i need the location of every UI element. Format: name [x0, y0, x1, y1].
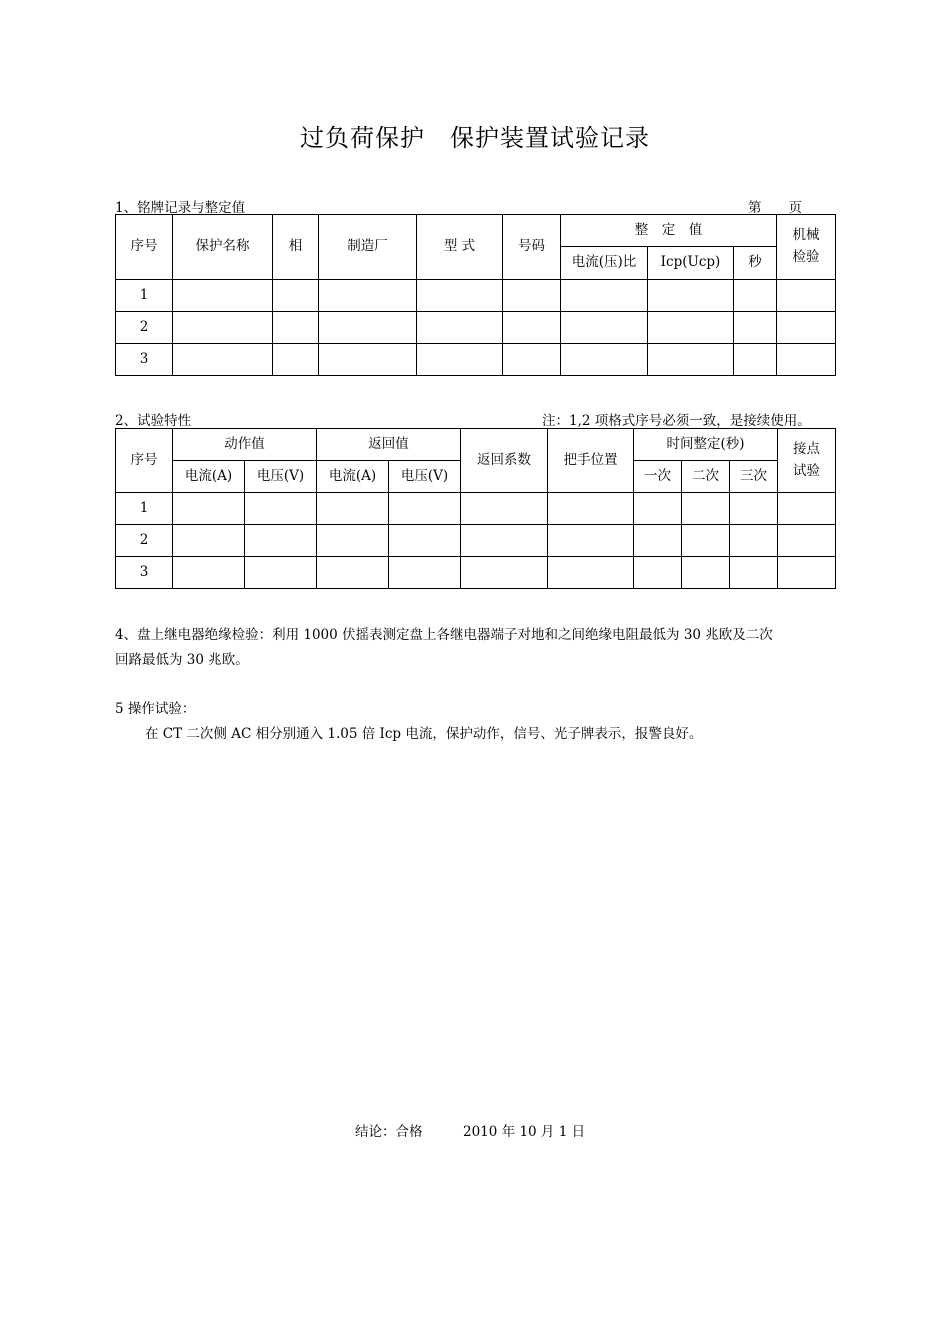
- table-row: [116, 557, 836, 589]
- header-return-voltage: 电压(V): [389, 461, 461, 493]
- header-ratio: 电流(压)比: [561, 247, 648, 280]
- header-time-second: 二次: [682, 461, 730, 493]
- page-number-label: 第 页: [748, 200, 802, 216]
- row-seq: 3: [116, 557, 173, 589]
- header-action-current: 电流(A): [173, 461, 245, 493]
- header-action-voltage: 电压(V): [245, 461, 317, 493]
- header-action-value: 动作值: [173, 429, 317, 461]
- table-row: [116, 344, 836, 376]
- conclusion: 结论：合格 2010 年 10 月 1 日: [355, 1124, 586, 1140]
- row-seq: 3: [116, 344, 173, 376]
- header-protection-name: 保护名称: [173, 215, 273, 280]
- header-icp: Icp(Ucp): [648, 247, 734, 280]
- header-mechanical-check: [777, 215, 836, 280]
- header-time-third: 三次: [730, 461, 778, 493]
- header-return-coefficient: 返回系数: [461, 429, 548, 493]
- header-mechanical-check-line2: 检验: [792, 249, 820, 265]
- header-manufacturer: 制造厂: [319, 215, 417, 280]
- operation-test-text: 在 CT 二次侧 AC 相分别通入 1.05 倍 Icp 电流，保护动作，信号、光子牌表示，报警良好。: [145, 726, 703, 742]
- nameplate-table: [115, 214, 836, 376]
- table-row: [116, 280, 836, 312]
- header-contact-test-line1: 接点: [793, 440, 821, 457]
- header-phase: 相: [273, 215, 319, 280]
- header-seconds: 秒: [734, 247, 777, 280]
- header-seq: 序号: [116, 429, 173, 493]
- test-characteristics-table: [115, 428, 836, 589]
- insulation-check-line2: 回路最低为 30 兆欧。: [115, 652, 249, 668]
- header-handle-position: 把手位置: [548, 429, 634, 493]
- page-title: 过负荷保护 保护装置试验记录: [300, 124, 650, 152]
- header-contact-test-line2: 试验: [793, 462, 821, 479]
- section2-note: 注：1,2 项格式序号必须一致，是接续使用。: [542, 413, 811, 429]
- header-model: 型 式: [417, 215, 503, 280]
- header-time-setting: 时间整定(秒): [634, 429, 778, 461]
- row-seq: 1: [116, 493, 173, 525]
- header-time-first: 一次: [634, 461, 682, 493]
- row-seq: 2: [116, 312, 173, 344]
- table-row: [116, 525, 836, 557]
- header-mechanical-check-line1: 机械: [792, 227, 820, 244]
- section1-heading: 1、铭牌记录与整定值: [115, 200, 246, 216]
- header-number: 号码: [503, 215, 561, 280]
- section2-heading: 2、试验特性: [115, 413, 192, 429]
- operation-test-heading: 5 操作试验：: [115, 701, 196, 717]
- header-return-current: 电流(A): [317, 461, 389, 493]
- row-seq: 2: [116, 525, 173, 557]
- row-seq: 1: [116, 280, 173, 312]
- header-seq: 序号: [116, 215, 173, 280]
- table-row: [116, 493, 836, 525]
- header-contact-test: [778, 429, 836, 493]
- insulation-check-line1: 4、盘上继电器绝缘检验：利用 1000 伏摇表测定盘上各继电器端子对地和之间绝缘电阻最低为 30 兆欧及二次: [115, 627, 773, 643]
- header-setting-value: 整 定 值: [561, 215, 777, 247]
- table-row: [116, 312, 836, 344]
- header-return-value: 返回值: [317, 429, 461, 461]
